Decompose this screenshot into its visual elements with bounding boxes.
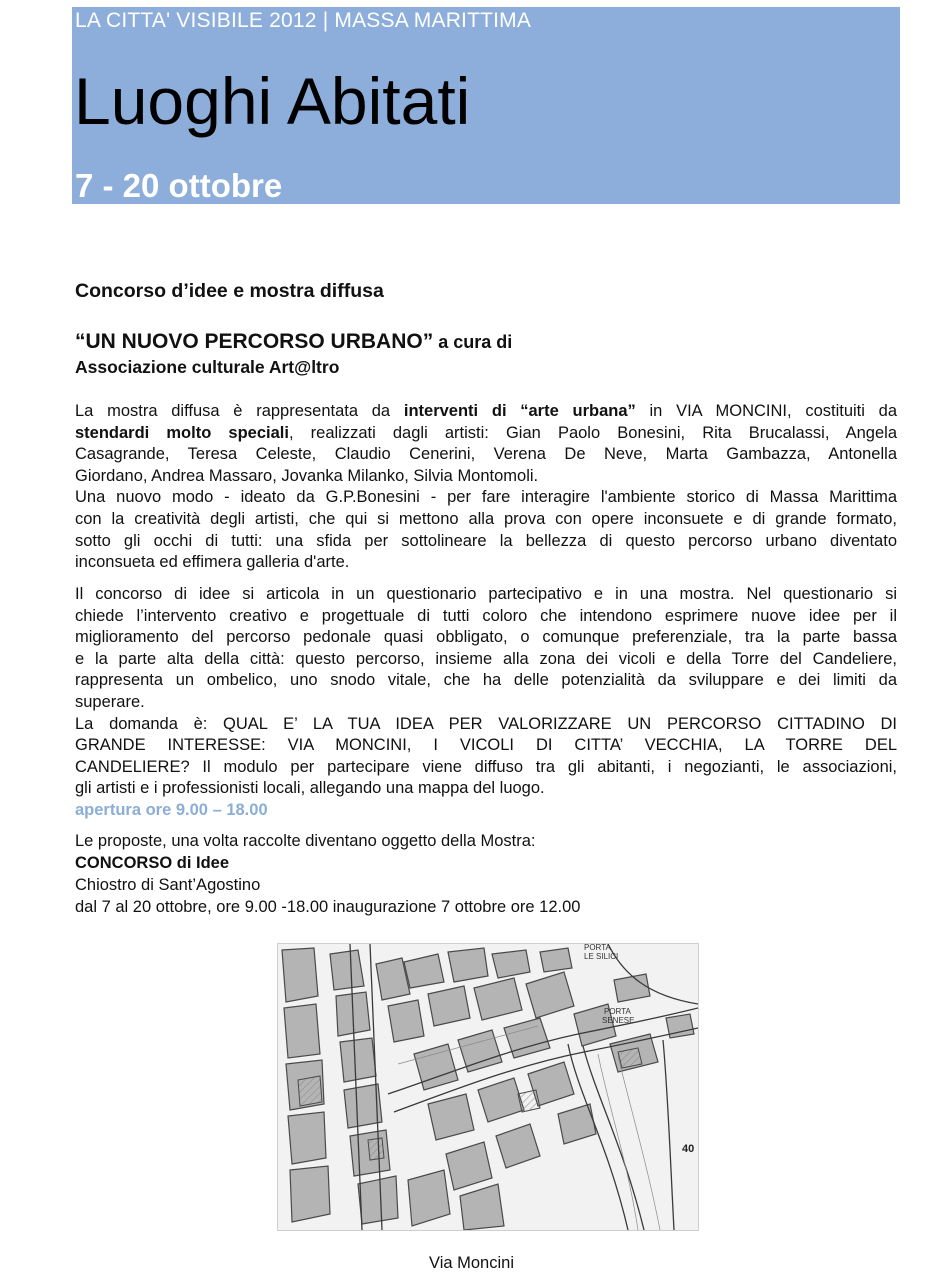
text-line: Casagrande, Teresa Celeste, Claudio Cenerini, Verena De Neve, Marta Gambazza, Antonella	[75, 445, 897, 464]
text-line: miglioramento del percorso pedonale quasi obbligato, o comunque preferenziale, tra la parte bassa	[75, 628, 897, 647]
text-line: Una nuovo modo - ideato da G.P.Bonesini - per fare interagire l'ambiente storico di Massa Marittima	[75, 488, 897, 507]
map-label: LE SILICI	[584, 952, 619, 961]
text-line: Giordano, Andrea Massaro, Jovanka Milanko, Silvia Montomoli.	[75, 466, 539, 485]
subtitle: Concorso d’idee e mostra diffusa	[75, 280, 384, 302]
organization-name: Associazione culturale Art@ltro	[75, 357, 340, 377]
map-label: 40	[682, 1143, 695, 1155]
exhibition-title	[75, 330, 512, 354]
text-line: Il concorso di idee si articola in un questionario partecipativo e in una mostra. Nel questionario si	[75, 585, 897, 603]
exhibition-name: “UN NUOVO PERCORSO URBANO”	[75, 330, 434, 353]
map-drawing	[278, 944, 698, 1230]
map-label: SENESE	[602, 1016, 635, 1025]
header-banner	[72, 7, 900, 204]
text-line: chiede l’intervento creativo e progettuale di tutti coloro che intendono esprimere nuove idee per il	[75, 606, 897, 625]
page-title: Luoghi Abitati	[74, 64, 471, 138]
text-line: e la parte alta della città: questo percorso, insieme alla zona dei vicoli e della Torre del Candeliere,	[75, 649, 897, 668]
street-map-image	[277, 943, 699, 1231]
text-line: stendardi molto speciali, realizzati dagli artisti: Gian Paolo Bonesini, Rita Brucalassi, Angela	[75, 423, 897, 442]
exhibit-schedule: dal 7 al 20 ottobre, ore 9.00 -18.00 inaugurazione 7 ottobre ore 12.00	[75, 898, 581, 916]
event-dates: 7 - 20 ottobre	[75, 167, 283, 204]
text-line: CANDELIERE? Il modulo per partecipare viene diffuso tra gli abitanti, i negozianti, le associazioni,	[75, 757, 897, 776]
text-line: sotto gli occhi di tutti: una sfida per sottolineare la bellezza di questo percorso urbano diventato	[75, 531, 897, 550]
curated-by: a cura di	[433, 332, 513, 352]
exhibit-intro: Le proposte, una volta raccolte diventano oggetto della Mostra:	[75, 832, 536, 850]
paragraph-exhibition	[75, 401, 897, 574]
exhibit-venue: Chiostro di Sant’Agostino	[75, 876, 261, 894]
text-line: inconsueta ed effimera galleria d'arte.	[75, 553, 350, 572]
text-line: La domanda è: QUAL E’ LA TUA IDEA PER VALORIZZARE UN PERCORSO CITTADINO DI	[75, 714, 897, 733]
map-label: PORTA	[584, 944, 611, 952]
opening-hours: apertura ore 9.00 – 18.00	[75, 801, 268, 819]
event-kicker: LA CITTA' VISIBILE 2012 | MASSA MARITTIMA	[75, 9, 532, 32]
map-label: PORTA	[604, 1007, 631, 1016]
text-line: rappresenta un ombelico, uno snodo vitale, che ha delle potenzialità da sviluppare e dei limiti da	[75, 671, 897, 690]
text-line: con la creatività degli artisti, che qui si mettono alla prova con opere inconsuete e di grande formato,	[75, 509, 897, 528]
text-line: La mostra diffusa è rappresentata da interventi di “arte urbana” in VIA MONCINI, costituiti da	[75, 402, 898, 420]
text-line: GRANDE INTERESSE: VIA MONCINI, I VICOLI DI CITTA’ VECCHIA, LA TORRE DEL	[75, 736, 897, 755]
exhibit-name: CONCORSO di Idee	[75, 854, 230, 872]
text-line: gli artisti e i professionisti locali, allegando una mappa del luogo.	[75, 779, 545, 798]
map-caption: Via Moncini	[429, 1254, 514, 1272]
text-line: superare.	[75, 692, 145, 711]
paragraph-contest	[75, 584, 897, 800]
